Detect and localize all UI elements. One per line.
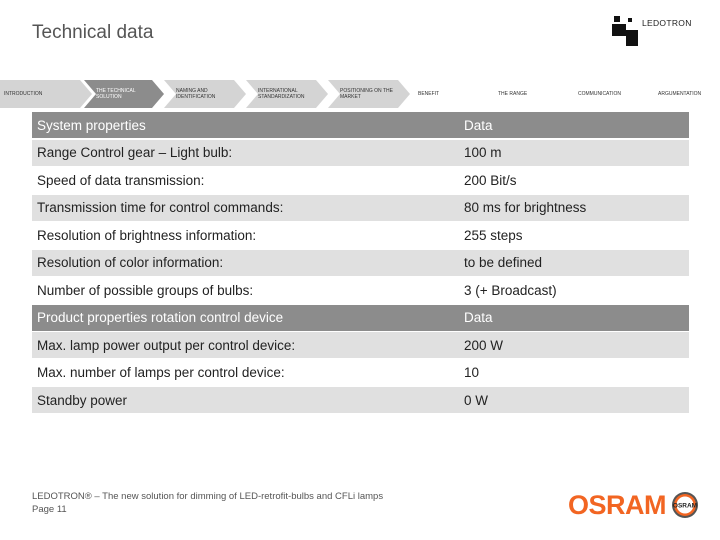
property-value: 255 steps <box>464 227 523 243</box>
property-value: 100 m <box>464 145 502 160</box>
nav-item-label: INTRODUCTION <box>4 91 43 97</box>
property-value: 200 W <box>464 337 504 353</box>
table-header-label: System properties <box>37 117 146 133</box>
page-number: Page 11 <box>32 504 67 515</box>
table-row <box>32 140 689 167</box>
table-header-label: Product properties rotation control device <box>37 310 284 325</box>
property-label: Max. lamp power output per control device: <box>37 337 296 353</box>
table-row <box>32 222 689 249</box>
property-label: Speed of data transmission: <box>37 172 205 188</box>
footer-description: LEDOTRON® – The new solution for dimming of LED-retrofit-bulbs and CFLi lamps <box>32 491 384 502</box>
table-row <box>32 332 689 359</box>
property-label: Number of possible groups of bulbs: <box>37 282 254 298</box>
property-label: Resolution of color information: <box>37 255 224 270</box>
nav-item-naming-and-identification[interactable] <box>164 80 246 108</box>
page-title: Technical data <box>32 22 154 43</box>
property-value: 3 (+ Broadcast) <box>464 282 557 298</box>
ledotron-logo <box>612 16 712 52</box>
property-value: 200 Bit/s <box>464 172 517 188</box>
nav-item-communication[interactable] <box>578 80 640 108</box>
property-label: Range Control gear – Light bulb: <box>37 145 233 160</box>
nav-item-international-standardization[interactable] <box>246 80 328 108</box>
property-label: Resolution of brightness information: <box>37 227 257 243</box>
osram-logo-icon <box>568 487 698 523</box>
section-navigation <box>0 80 720 108</box>
nav-item-label: POSITIONING ON THE MARKET <box>340 88 393 100</box>
property-value: 10 <box>464 365 480 380</box>
nav-item-label: NAMING AND IDENTIFICATION <box>176 88 216 100</box>
ledotron-logo-text: LEDOTRON <box>642 18 692 28</box>
property-value: 0 W <box>464 392 489 408</box>
table-row <box>32 195 689 222</box>
footer <box>32 490 383 516</box>
nav-item-argumentation[interactable] <box>658 80 718 108</box>
nav-item-the-technical-solution[interactable] <box>84 80 164 108</box>
table-header-value: Data <box>464 310 493 325</box>
table-row <box>32 250 689 277</box>
table-header-value: Data <box>464 117 493 133</box>
table-row <box>32 277 689 304</box>
nav-item-label: INTERNATIONAL STANDARDIZATION <box>258 88 305 100</box>
nav-item-the-range[interactable] <box>498 80 558 108</box>
property-value: to be defined <box>464 255 543 270</box>
nav-item-positioning-on-the-market[interactable] <box>328 80 410 108</box>
nav-item-label: ARGUMENTATION <box>658 91 702 97</box>
svg-text:OSRAM: OSRAM <box>568 490 666 520</box>
nav-item-label: THE TECHNICAL SOLUTION <box>96 88 136 100</box>
property-label: Standby power <box>37 392 128 408</box>
table-header-row <box>32 112 689 139</box>
table-row <box>32 167 689 194</box>
nav-item-label: THE RANGE <box>498 91 528 97</box>
osram-logo <box>568 487 698 528</box>
ledotron-logo-mark-icon <box>612 16 640 48</box>
property-label: Transmission time for control commands: <box>37 200 284 215</box>
nav-item-label: COMMUNICATION <box>578 91 621 97</box>
table-row <box>32 387 689 414</box>
svg-text:OSRAM: OSRAM <box>672 502 698 510</box>
nav-item-introduction[interactable] <box>0 80 92 108</box>
property-label: Max. number of lamps per control device: <box>37 365 285 380</box>
nav-item-label: BENEFIT <box>418 91 440 97</box>
nav-item-benefit[interactable] <box>418 80 478 108</box>
table-header-row <box>32 305 689 332</box>
property-value: 80 ms for brightness <box>464 200 587 215</box>
technical-data-table <box>32 112 689 415</box>
table-row <box>32 360 689 387</box>
